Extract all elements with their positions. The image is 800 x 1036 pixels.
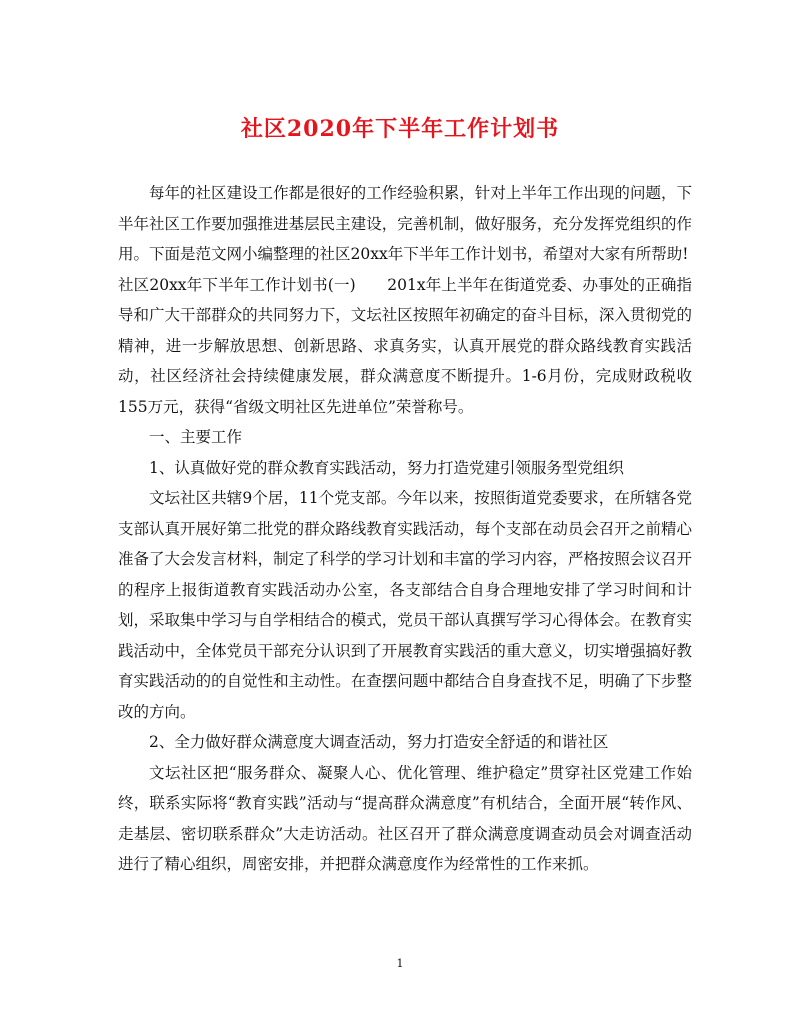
satisfaction-survey-paragraph: 文坛社区把“服务群众、凝聚人心、优化管理、维护稳定”贯穿社区党建工作始终，联系实际将“教育实践”活动与“提高群众满意度”有机结合，全面开展“转作风、走基层、密切联系群众”大走访活动。社区召开了群众满意度调查动员会对调查活动进行了精心组织，周密安排，并把群众满意度作为经常性的工作来抓。 [118, 763, 692, 873]
subheading-satisfaction-survey: 2、全力做好群众满意度大调查活动，努力打造安全舒适的和谐社区 [149, 733, 609, 751]
document-body [118, 178, 692, 880]
plan-intro-paragraph: 社区20xx年下半年工作计划书(一) 201x年上半年在街道党委、办事处的正确指导和广大干部群众的共同努力下，文坛社区按照年初确定的奋斗目标，深入贯彻党的精神，进一步解放思想、创新思路、求真务实，认真开展党的群众路线教育实践活动，社区经济社会持续健康发展，群众满意度不断提升。1-6月份，完成财政税收155万元，获得“省级文明社区先进单位”荣誉称号。 [118, 275, 692, 416]
document-title: 社区2020年下半年工作计划书 [240, 116, 560, 142]
section-heading-main-work: 一、主要工作 [149, 428, 243, 446]
intro-paragraph: 每年的社区建设工作都是很好的工作经验积累，针对上半年工作出现的问题，下半年社区工作要加强推进基层民主建设，完善机制，做好服务，充分发挥党组织的作用。下面是范文网小编整理的社区20xx年下半年工作计划书，希望对大家有所帮助! [118, 184, 692, 263]
subheading-education-practice: 1、认真做好党的群众教育实践活动，努力打造党建引领服务型党组织 [149, 458, 624, 477]
page-number: 1 [396, 957, 404, 970]
education-practice-paragraph: 文坛社区共辖9个居，11个党支部。今年以来，按照街道党委要求，在所辖各党支部认真开展好第二批党的群众路线教育实践活动，每个支部在动员会召开之前精心准备了大会发言材料，制定了科学的学习计划和丰富的学习内容，严格按照会议召开的程序上报街道教育实践活动办公室，各支部结合自身合理地安排了学习时间和计划，采取集中学习与自学相结合的模式，党员干部认真撰写学习心得体会。在教育实践活动中，全体党员干部充分认识到了开展教育实践活的重大意义，切实增强搞好教育实践活动的的自觉性和主动性。在查摆问题中都结合自身查找不足，明确了下步整改的方向。 [118, 489, 692, 721]
